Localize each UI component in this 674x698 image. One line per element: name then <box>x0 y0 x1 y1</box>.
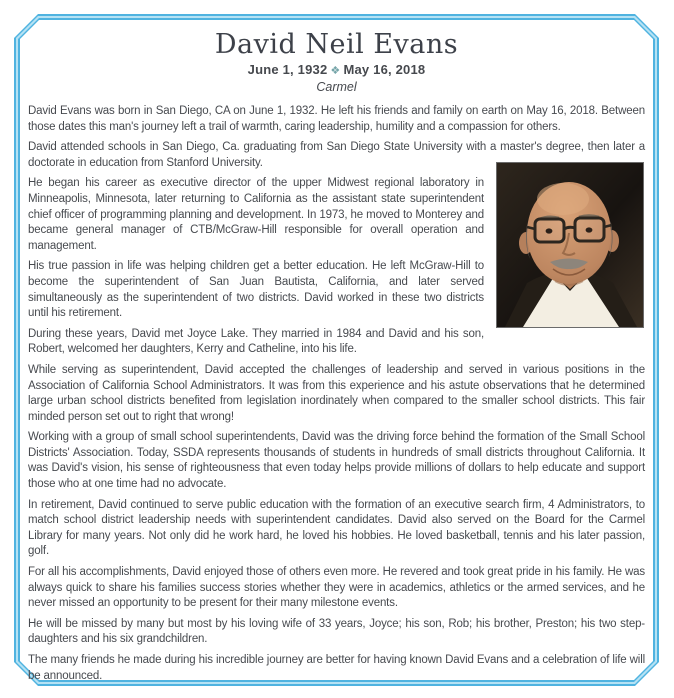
obituary-paragraph: David attended schools in San Diego, Ca. graduating from San Diego State University with a master's degree, then later a doctorate in education from Stanford University. <box>28 141 645 169</box>
obituary-paragraph: David Evans was born in San Diego, CA on June 1, 1932. He left his friends and family on earth on May 16, 2018. Between those dates this man's journey left a trail of warmth, caring leadership, humility and a compassion for others. <box>28 105 645 133</box>
location-label: Carmel <box>316 80 357 94</box>
obituary-paragraph: During these years, David met Joyce Lake. They married in 1984 and David and his son, Robert, welcomed her daughters, Kerry and Catheline, into his life. <box>28 327 484 356</box>
deceased-name: David Neil Evans <box>214 29 459 60</box>
diamond-separator-icon: ❖ <box>330 65 341 77</box>
obituary-paragraph: He will be missed by many but most by his loving wife of 33 years, Joyce; his son, Rob; his brother, Preston; his two step-daughters and his six grandchildren. <box>28 617 645 646</box>
obituary-paragraph: In retirement, David continued to serve public education with the formation of an executive search firm, 4 Administrators, to match school district leadership needs with superintendent candidates. David also served on the Board for the Carmel Library for many years. Not only did he work hard, he loved his hobbies. He loved basketball, tennis and his later passion, golf. <box>28 498 645 558</box>
obituary-paragraph: He began his career as executive director of the upper Midwest regional laboratory in Minneapolis, Minnesota, later returning to California as the assistant state superintendent chief officer of programming planning and development. In 1973, he moved to Monterey and became general manager of CTB/McGraw-Hill responsible for overall operation and management. <box>28 177 484 252</box>
obituary-content <box>20 20 653 680</box>
obituary-paragraph: The many friends he made during his incredible journey are better for having known David Evans and a celebration of life will be announced. <box>28 654 645 680</box>
obituary-body <box>28 104 645 680</box>
portrait-illustration <box>497 163 643 327</box>
obituary-paragraph: While serving as superintendent, David accepted the challenges of leadership and served in various positions in the Association of California School Administrators. It was from this experience and his astute observations that he determined large urban school districts benefited from legislation inordinately when compared to the smaller school districts. This fair minded person set out to right that wrong! <box>28 363 645 423</box>
portrait-photo <box>496 162 644 328</box>
obituary-header <box>28 30 645 94</box>
obituary-paragraph: For all his accomplishments, David enjoyed those of others even more. He revered and took great pride in his family. He was always quick to share his families success stories whether they were in academics, athletics or the armed services, and he never missed an opportunity to be present for their many milestone events. <box>28 566 645 610</box>
obituary-paragraph: His true passion in life was helping children get a better education. He left McGraw-Hill to become the superintendent of San Juan Bautista, California, and later served simultaneously as the superintendent of two districts. David worked in these two districts until his retirement. <box>28 260 484 320</box>
birth-date: June 1, 1932 <box>247 62 328 77</box>
death-date: May 16, 2018 <box>343 62 426 77</box>
life-dates <box>28 62 645 77</box>
decorative-border <box>14 14 659 686</box>
obituary-paragraph: Working with a group of small school superintendents, David was the driving force behind the formation of the Small School Districts' Association. Today, SSDA represents thousands of students in hundreds of small districts throughout California. It was David's vision, his sense of righteousness that even today helps provide millions of dollars to help educate and support those who at one time had no advocate. <box>28 431 645 491</box>
